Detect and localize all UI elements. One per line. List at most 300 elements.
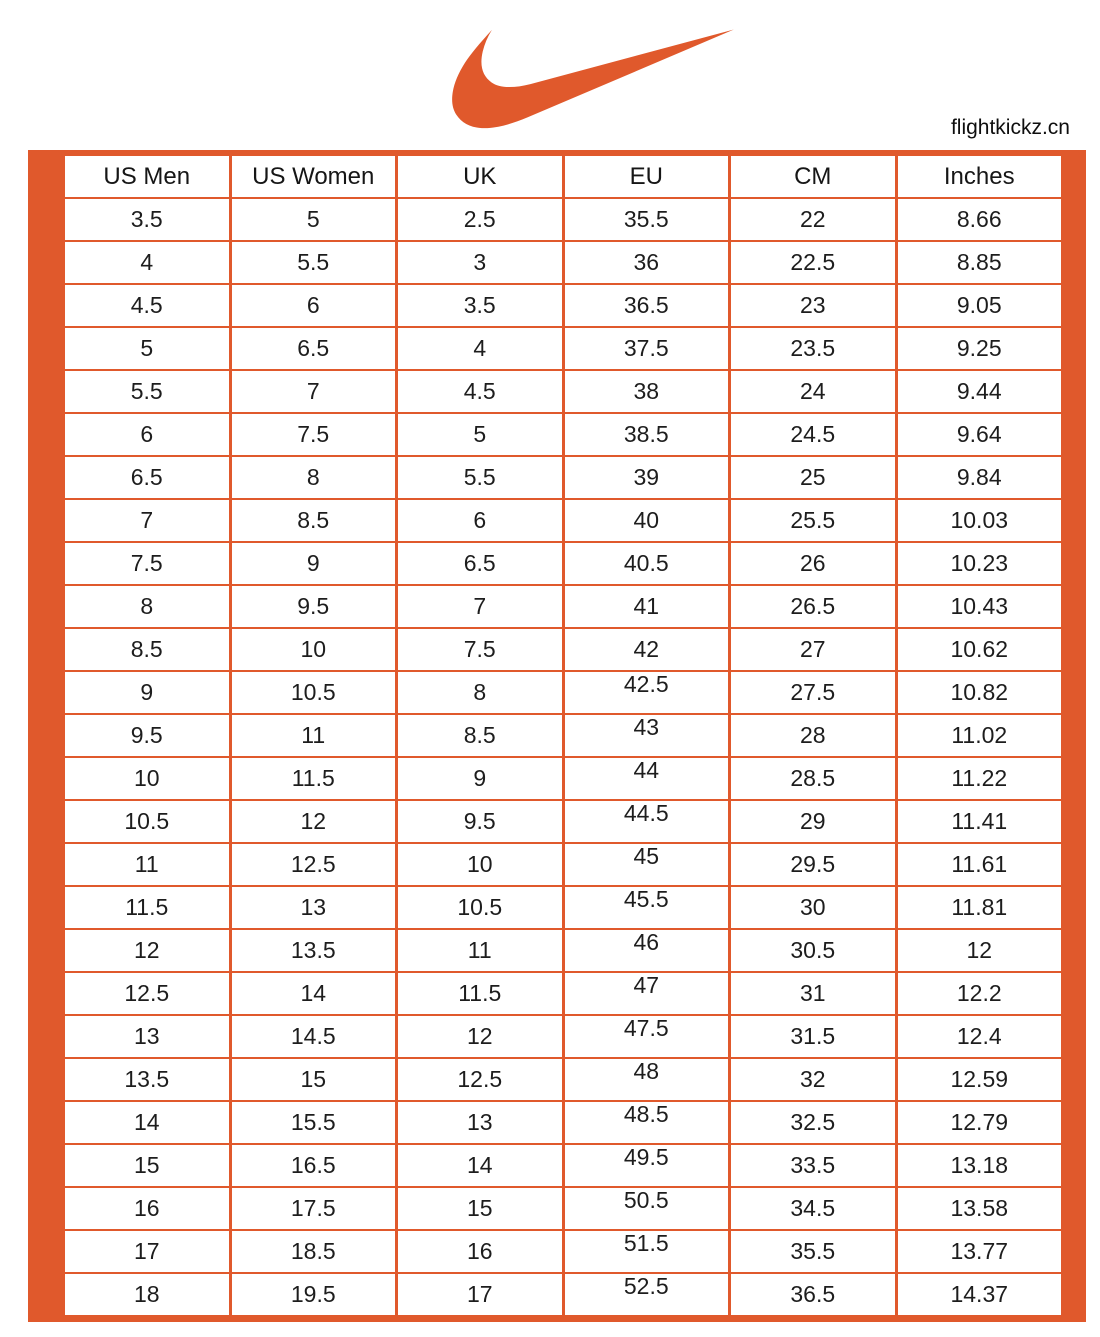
cell-value: 24	[799, 378, 826, 404]
table-cell	[64, 1187, 231, 1230]
table-cell	[896, 542, 1063, 585]
table-cell	[896, 628, 1063, 671]
table-cell	[64, 929, 231, 972]
table-cell	[64, 456, 231, 499]
table-cell	[896, 671, 1063, 714]
cell-value: 37.5	[623, 335, 669, 361]
table-cell	[896, 413, 1063, 456]
table-row	[64, 1187, 1063, 1230]
table-cell	[563, 1101, 730, 1144]
cell-value: 9.44	[956, 378, 1002, 404]
table-cell	[730, 1273, 897, 1316]
cell-value: 23	[799, 292, 826, 318]
table-cell	[230, 284, 397, 327]
column-header: CM	[730, 155, 897, 198]
cell-value: 13.58	[950, 1195, 1009, 1221]
table-cell	[563, 757, 730, 800]
table-cell	[230, 1187, 397, 1230]
table-cell	[563, 972, 730, 1015]
cell-value: 32	[799, 1066, 826, 1092]
column-header: Inches	[896, 155, 1063, 198]
table-cell	[730, 284, 897, 327]
table-cell	[230, 542, 397, 585]
nike-swoosh-icon	[452, 26, 734, 134]
table-cell	[730, 972, 897, 1015]
table-cell	[64, 628, 231, 671]
cell-value: 41	[633, 593, 660, 619]
site-watermark: flightkickz.cn	[950, 116, 1070, 139]
table-cell	[397, 886, 564, 929]
cell-value: 3	[473, 249, 487, 275]
table-row	[64, 1101, 1063, 1144]
cell-value: 10.62	[950, 636, 1009, 662]
table-row	[64, 972, 1063, 1015]
table-cell	[563, 1144, 730, 1187]
cell-value: 13.5	[290, 937, 336, 963]
cell-value: 26	[799, 550, 826, 576]
table-cell	[730, 456, 897, 499]
cell-value: 14	[300, 980, 327, 1006]
header-row	[64, 155, 1063, 198]
cell-value: 31	[799, 980, 826, 1006]
table-cell	[64, 1058, 231, 1101]
cell-value: 12	[300, 808, 327, 834]
cell-value: 8.5	[463, 722, 496, 748]
cell-value: 17	[466, 1281, 493, 1307]
cell-value: 48	[633, 1058, 660, 1084]
column-header: US Women	[230, 155, 397, 198]
cell-value: 25	[799, 464, 826, 490]
cell-value: 6.5	[463, 550, 496, 576]
cell-value: 14	[133, 1109, 160, 1135]
table-cell	[730, 1187, 897, 1230]
cell-value: 6	[140, 421, 154, 447]
table-cell	[397, 1015, 564, 1058]
table-cell	[397, 1144, 564, 1187]
cell-value: 9.5	[297, 593, 330, 619]
table-cell	[563, 1230, 730, 1273]
table-cell	[64, 972, 231, 1015]
cell-value: 5	[306, 206, 320, 232]
table-row	[64, 198, 1063, 241]
table-cell	[230, 585, 397, 628]
table-cell	[230, 1058, 397, 1101]
table-cell	[397, 671, 564, 714]
table-cell	[230, 456, 397, 499]
table-frame	[28, 150, 1086, 1322]
table-cell	[563, 198, 730, 241]
table-cell	[230, 499, 397, 542]
table-cell	[64, 843, 231, 886]
table-cell	[730, 1015, 897, 1058]
cell-value: 11.61	[951, 851, 1008, 877]
table-cell	[230, 886, 397, 929]
table-cell	[397, 284, 564, 327]
cell-value: 31.5	[790, 1023, 836, 1049]
cell-value: 23.5	[790, 335, 836, 361]
table-cell	[563, 628, 730, 671]
cell-value: 14.5	[290, 1023, 336, 1049]
table-cell	[896, 714, 1063, 757]
cell-value: 4	[140, 249, 154, 275]
cell-value: 12	[133, 937, 160, 963]
size-table	[62, 154, 1064, 1317]
cell-value: 13.5	[124, 1066, 170, 1092]
cell-value: 9	[140, 679, 154, 705]
table-cell	[896, 499, 1063, 542]
table-cell	[730, 757, 897, 800]
table-cell	[563, 929, 730, 972]
cell-value: 16	[466, 1238, 493, 1264]
cell-value: 22.5	[790, 249, 836, 275]
cell-value: 8	[473, 679, 487, 705]
cell-value: 51.5	[623, 1230, 669, 1256]
cell-value: 12.79	[950, 1109, 1009, 1135]
table-cell	[730, 714, 897, 757]
table-cell	[730, 585, 897, 628]
cell-value: 10.5	[124, 808, 170, 834]
table-cell	[896, 843, 1063, 886]
column-header: UK	[397, 155, 564, 198]
cell-value: 8	[306, 464, 320, 490]
table-cell	[64, 1273, 231, 1316]
cell-value: 30.5	[790, 937, 836, 963]
cell-value: 30	[799, 894, 826, 920]
cell-value: 27.5	[790, 679, 836, 705]
cell-value: 14	[466, 1152, 493, 1178]
cell-value: 7.5	[130, 550, 163, 576]
table-cell	[230, 370, 397, 413]
table-cell	[896, 1187, 1063, 1230]
table-cell	[896, 1101, 1063, 1144]
cell-value: 9.05	[956, 292, 1002, 318]
table-cell	[730, 671, 897, 714]
table-cell	[896, 585, 1063, 628]
cell-value: 4.5	[130, 292, 163, 318]
table-cell	[563, 1187, 730, 1230]
cell-value: 18.5	[290, 1238, 336, 1264]
table-cell	[397, 1273, 564, 1316]
cell-value: 24.5	[790, 421, 836, 447]
cell-value: 7	[140, 507, 154, 533]
table-cell	[730, 886, 897, 929]
cell-value: 10.43	[950, 593, 1009, 619]
table-cell	[896, 1058, 1063, 1101]
cell-value: 5	[140, 335, 154, 361]
cell-value: 11.81	[951, 894, 1008, 920]
table-row	[64, 542, 1063, 585]
cell-value: 12	[966, 937, 993, 963]
table-cell	[397, 972, 564, 1015]
cell-value: 12.5	[124, 980, 170, 1006]
table-cell	[896, 1144, 1063, 1187]
table-cell	[64, 1144, 231, 1187]
cell-value: 38.5	[623, 421, 669, 447]
table-row	[64, 499, 1063, 542]
table-cell	[730, 800, 897, 843]
cell-value: 13	[466, 1109, 493, 1135]
table-cell	[397, 327, 564, 370]
table-row	[64, 327, 1063, 370]
table-row	[64, 1230, 1063, 1273]
cell-value: 7.5	[463, 636, 496, 662]
cell-value: 8.66	[956, 206, 1002, 232]
table-cell	[563, 843, 730, 886]
table-cell	[730, 327, 897, 370]
cell-value: 12	[466, 1023, 493, 1049]
table-cell	[563, 370, 730, 413]
table-cell	[730, 929, 897, 972]
table-cell	[730, 843, 897, 886]
table-cell	[563, 327, 730, 370]
table-cell	[397, 714, 564, 757]
table-cell	[64, 370, 231, 413]
cell-value: 26.5	[790, 593, 836, 619]
table-cell	[64, 499, 231, 542]
table-cell	[397, 929, 564, 972]
table-row	[64, 585, 1063, 628]
cell-value: 46	[633, 929, 660, 955]
table-cell	[730, 1101, 897, 1144]
table-cell	[896, 284, 1063, 327]
table-cell	[230, 413, 397, 456]
cell-value: 10	[133, 765, 160, 791]
table-cell	[397, 370, 564, 413]
cell-value: 9	[306, 550, 320, 576]
cell-value: 15.5	[290, 1109, 336, 1135]
cell-value: 5.5	[463, 464, 496, 490]
cell-value: 4.5	[463, 378, 496, 404]
table-cell	[563, 456, 730, 499]
table-cell	[397, 1187, 564, 1230]
table-cell	[64, 1230, 231, 1273]
table-cell	[730, 1144, 897, 1187]
table-cell	[64, 757, 231, 800]
table-cell	[563, 886, 730, 929]
cell-value: 36.5	[790, 1281, 836, 1307]
table-cell	[64, 198, 231, 241]
cell-value: 11	[134, 851, 159, 877]
table-cell	[896, 929, 1063, 972]
table-cell	[230, 929, 397, 972]
cell-value: 6.5	[130, 464, 163, 490]
cell-value: 16.5	[290, 1152, 336, 1178]
cell-value: 29	[799, 808, 826, 834]
table-row	[64, 456, 1063, 499]
cell-value: 52.5	[623, 1273, 669, 1299]
table-cell	[230, 628, 397, 671]
cell-value: 45.5	[623, 886, 669, 912]
table-cell	[230, 1144, 397, 1187]
table-cell	[563, 1273, 730, 1316]
cell-value: 36.5	[623, 292, 669, 318]
column-header: EU	[563, 155, 730, 198]
cell-value: 6	[473, 507, 487, 533]
cell-value: 40.5	[623, 550, 669, 576]
table-cell	[64, 585, 231, 628]
table-cell	[230, 327, 397, 370]
cell-value: 8	[140, 593, 154, 619]
cell-value: 39	[633, 464, 660, 490]
cell-value: 17	[133, 1238, 160, 1264]
cell-value: 4	[473, 335, 487, 361]
table-cell	[896, 327, 1063, 370]
table-cell	[397, 198, 564, 241]
table-cell	[397, 499, 564, 542]
cell-value: 48.5	[623, 1101, 669, 1127]
cell-value: 10.5	[457, 894, 503, 920]
cell-value: 11	[301, 722, 326, 748]
cell-value: 7.5	[297, 421, 330, 447]
table-cell	[563, 413, 730, 456]
table-row	[64, 628, 1063, 671]
table-cell	[64, 241, 231, 284]
cell-value: 9.5	[463, 808, 496, 834]
cell-value: 28.5	[790, 765, 836, 791]
cell-value: 3.5	[463, 292, 496, 318]
cell-value: 25.5	[790, 507, 836, 533]
cell-value: 9	[473, 765, 487, 791]
cell-value: 45	[633, 843, 660, 869]
table-cell	[730, 499, 897, 542]
table-cell	[563, 284, 730, 327]
table-cell	[230, 671, 397, 714]
table-row	[64, 843, 1063, 886]
table-cell	[397, 413, 564, 456]
cell-value: 9.25	[956, 335, 1002, 361]
table-cell	[563, 1015, 730, 1058]
cell-value: 8.5	[297, 507, 330, 533]
cell-value: 9.84	[956, 464, 1002, 490]
table-cell	[397, 542, 564, 585]
cell-value: 10.82	[950, 679, 1009, 705]
table-cell	[230, 843, 397, 886]
cell-value: 8.5	[130, 636, 163, 662]
cell-value: 5	[473, 421, 487, 447]
cell-value: 27	[799, 636, 826, 662]
cell-value: 43	[633, 714, 660, 740]
cell-value: 36	[633, 249, 660, 275]
cell-value: 11.22	[951, 765, 1008, 791]
cell-value: 11.02	[951, 722, 1008, 748]
cell-value: 11.5	[125, 894, 169, 920]
cell-value: 42.5	[623, 671, 669, 697]
cell-value: 10.5	[290, 679, 336, 705]
table-cell	[397, 1058, 564, 1101]
cell-value: 7	[306, 378, 320, 404]
cell-value: 2.5	[463, 206, 496, 232]
nike-swoosh-logo	[452, 26, 734, 134]
cell-value: 9.64	[956, 421, 1002, 447]
cell-value: 28	[799, 722, 826, 748]
cell-value: 40	[633, 507, 660, 533]
table-cell	[230, 800, 397, 843]
cell-value: 22	[799, 206, 826, 232]
table-row	[64, 1058, 1063, 1101]
table-row	[64, 413, 1063, 456]
table-cell	[230, 1230, 397, 1273]
cell-value: 6	[306, 292, 320, 318]
table-cell	[730, 198, 897, 241]
table-cell	[896, 456, 1063, 499]
table-cell	[563, 542, 730, 585]
cell-value: 15	[300, 1066, 327, 1092]
table-cell	[397, 800, 564, 843]
table-cell	[64, 413, 231, 456]
table-row	[64, 757, 1063, 800]
table-cell	[64, 714, 231, 757]
cell-value: 11.5	[291, 765, 335, 791]
table-cell	[397, 241, 564, 284]
cell-value: 34.5	[790, 1195, 836, 1221]
table-cell	[896, 198, 1063, 241]
table-cell	[397, 585, 564, 628]
table-row	[64, 714, 1063, 757]
table-cell	[563, 714, 730, 757]
cell-value: 9.5	[130, 722, 163, 748]
cell-value: 5.5	[297, 249, 330, 275]
table-cell	[230, 757, 397, 800]
table-row	[64, 800, 1063, 843]
cell-value: 14.37	[950, 1281, 1009, 1307]
table-row	[64, 370, 1063, 413]
cell-value: 32.5	[790, 1109, 836, 1135]
table-cell	[64, 284, 231, 327]
cell-value: 6.5	[297, 335, 330, 361]
cell-value: 11.5	[458, 980, 502, 1006]
cell-value: 47.5	[623, 1015, 669, 1041]
table-cell	[896, 1273, 1063, 1316]
table-cell	[563, 499, 730, 542]
table-cell	[230, 198, 397, 241]
cell-value: 29.5	[790, 851, 836, 877]
cell-value: 47	[633, 972, 660, 998]
table-cell	[563, 671, 730, 714]
cell-value: 42	[633, 636, 660, 662]
table-cell	[64, 1015, 231, 1058]
cell-value: 3.5	[130, 206, 163, 232]
cell-value: 10.23	[950, 550, 1009, 576]
cell-value: 13	[133, 1023, 160, 1049]
cell-value: 16	[133, 1195, 160, 1221]
table-row	[64, 929, 1063, 972]
table-cell	[230, 1273, 397, 1316]
cell-value: 13.18	[950, 1152, 1009, 1178]
table-cell	[64, 800, 231, 843]
table-cell	[896, 1015, 1063, 1058]
table-cell	[730, 542, 897, 585]
table-cell	[230, 972, 397, 1015]
cell-value: 33.5	[790, 1152, 836, 1178]
table-cell	[230, 241, 397, 284]
table-cell	[397, 1230, 564, 1273]
table-row	[64, 1015, 1063, 1058]
table-cell	[563, 241, 730, 284]
cell-value: 17.5	[290, 1195, 336, 1221]
table-cell	[563, 1058, 730, 1101]
table-cell	[64, 327, 231, 370]
cell-value: 5.5	[130, 378, 163, 404]
table-cell	[896, 370, 1063, 413]
cell-value: 19.5	[290, 1281, 336, 1307]
table-row	[64, 1273, 1063, 1316]
table-cell	[730, 628, 897, 671]
table-row	[64, 1144, 1063, 1187]
table-cell	[230, 1015, 397, 1058]
table-head	[64, 155, 1063, 198]
cell-value: 44	[633, 757, 660, 783]
table-cell	[64, 542, 231, 585]
